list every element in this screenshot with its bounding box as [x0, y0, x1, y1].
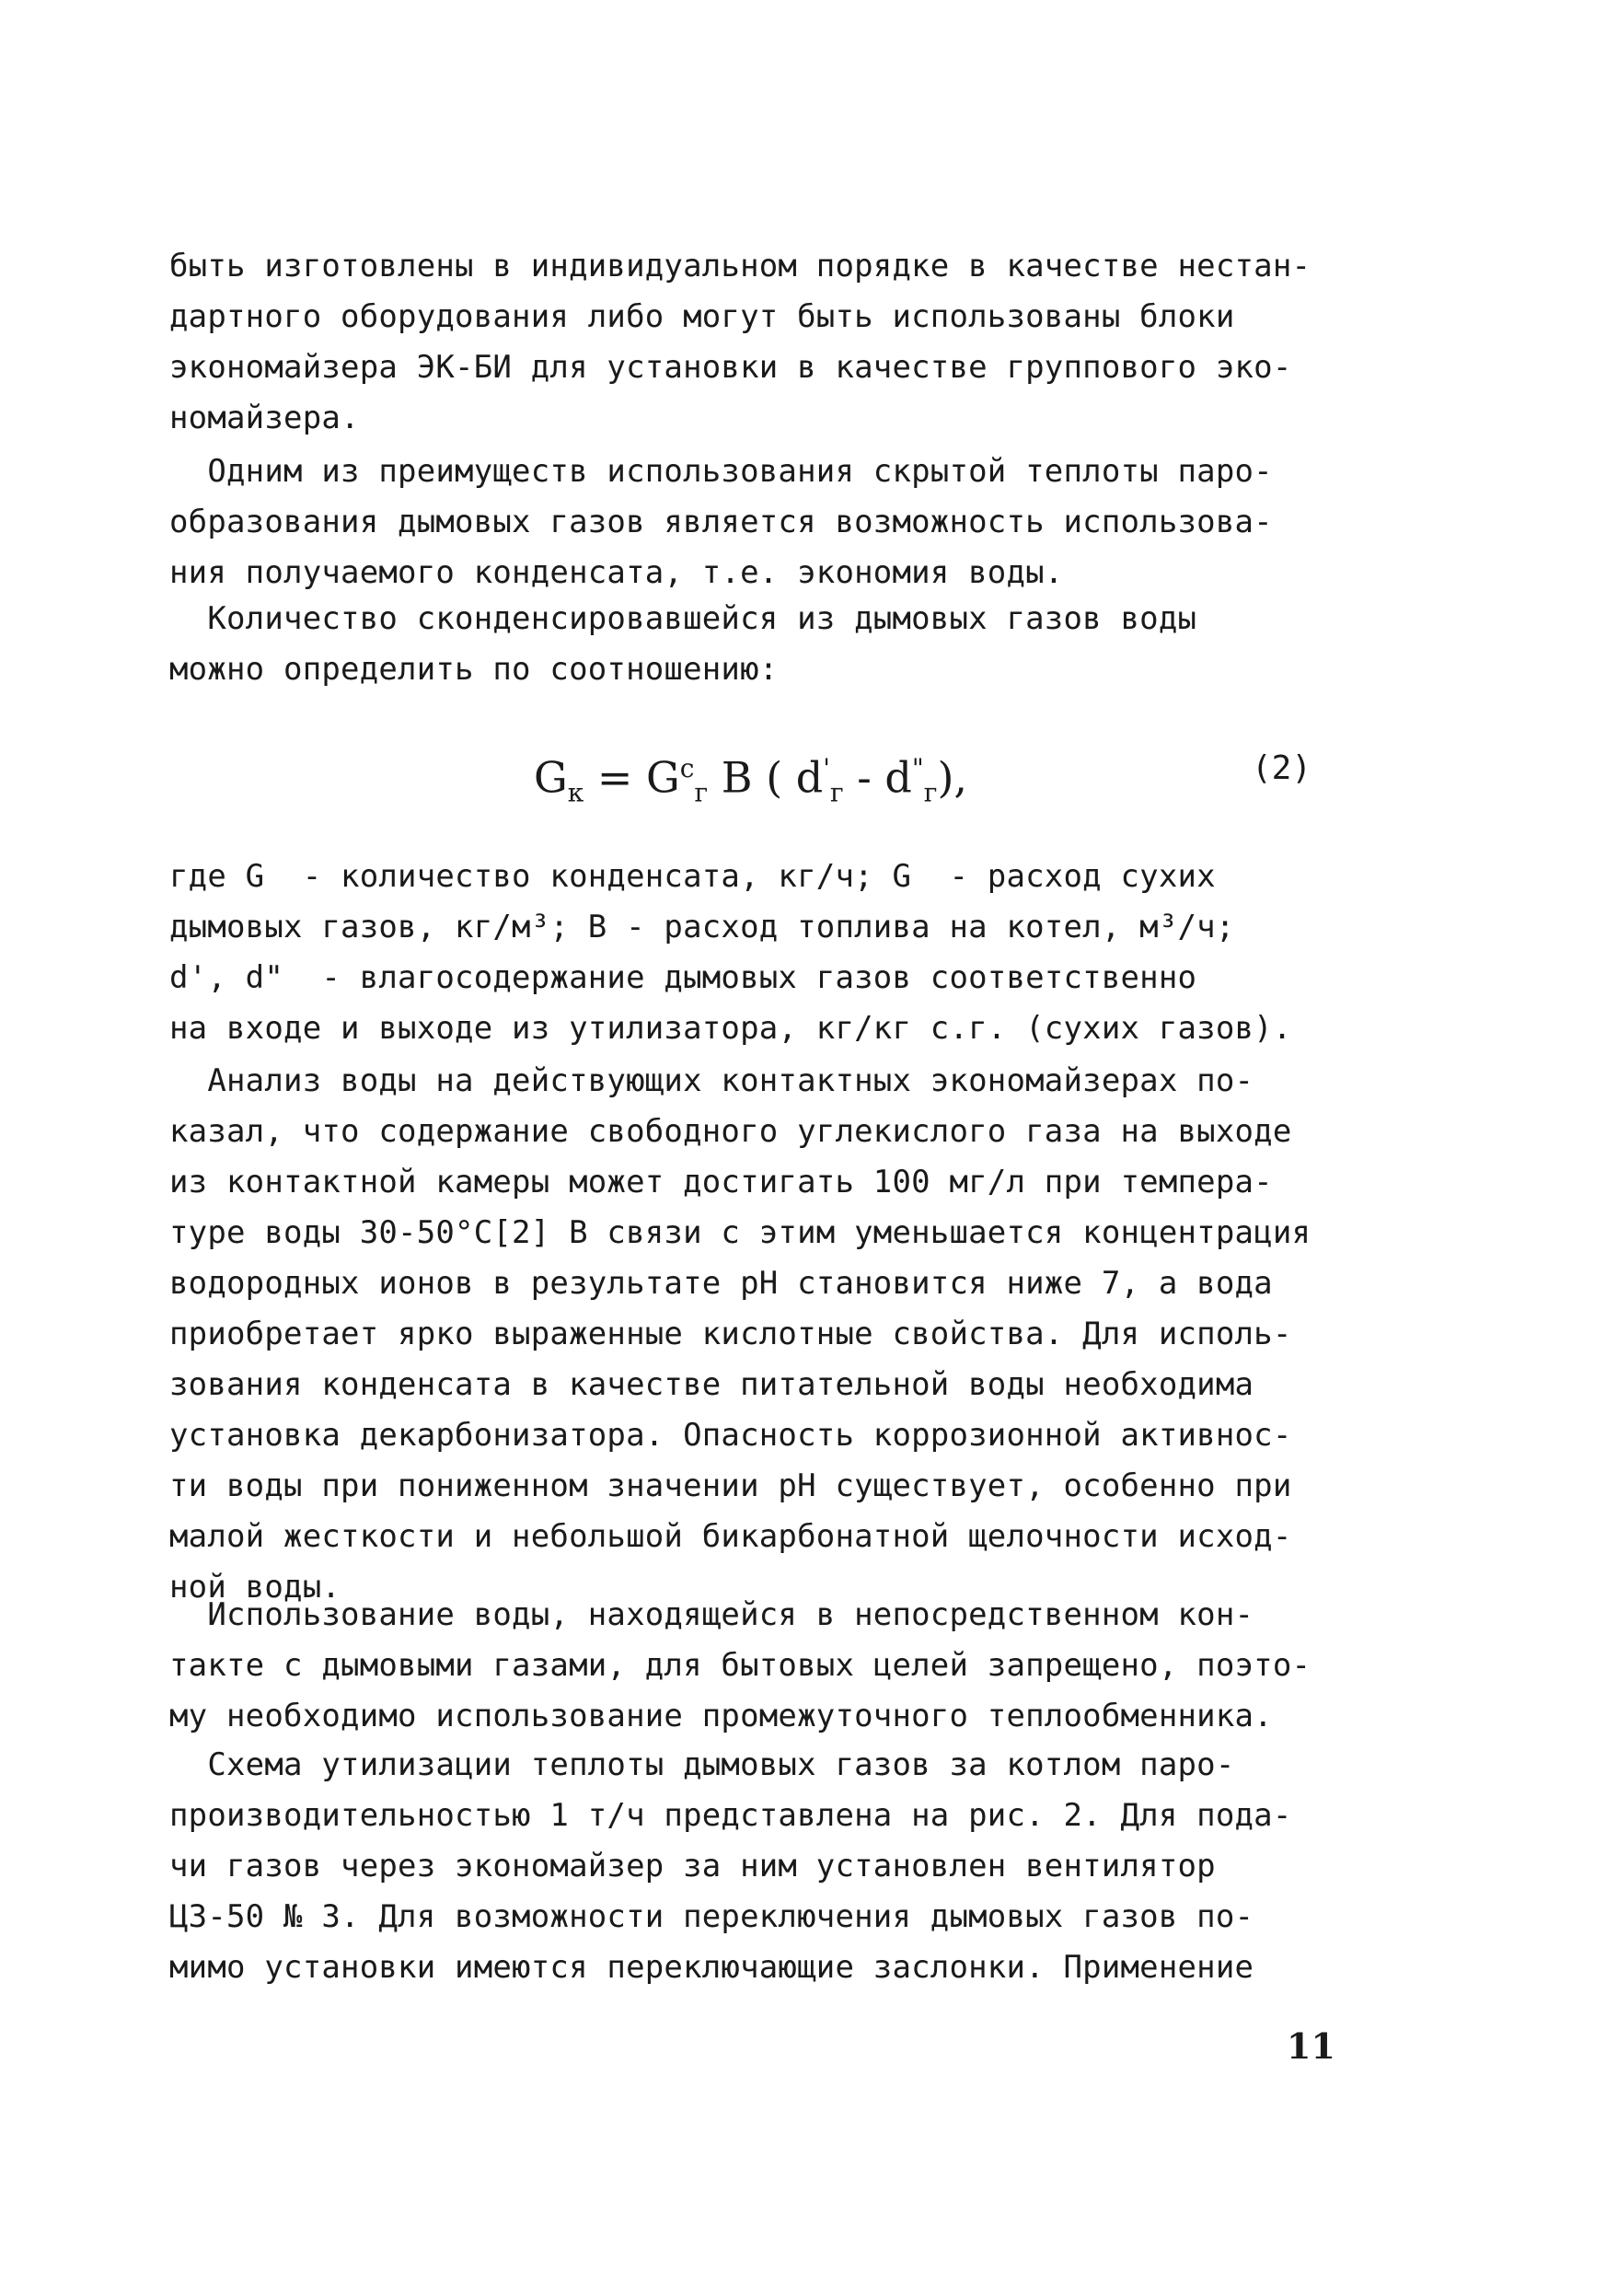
text-line: Количество сконденсировавшейся из дымовых газов воды	[169, 600, 1197, 637]
text-line: производительностью 1 т/ч представлена на рис. 2. Для пода-	[169, 1797, 1292, 1834]
text-line: му необходимо использование промежуточного теплообменника.	[169, 1698, 1273, 1734]
text-line: ти воды при пониженном значении pH существует, особенно при	[169, 1467, 1292, 1504]
text-line: дартного оборудования либо могут быть использованы блоки	[169, 298, 1235, 335]
text-line: туре воды 30-50°С[2] В связи с этим уменьшается концентрация	[169, 1214, 1311, 1251]
text-line: ЦЗ-50 № 3. Для возможности переключения дымовых газов по-	[169, 1898, 1254, 1935]
text-line: зования конденсата в качестве питательной воды необходима	[169, 1366, 1254, 1403]
text-line: такте с дымовыми газами, для бытовых целей запрещено, поэто-	[169, 1647, 1311, 1684]
formula-number: (2)	[1252, 749, 1312, 787]
text-line: Одним из преимуществ использования скрытой теплоты паро-	[169, 453, 1273, 490]
text-line: ной воды.	[169, 1569, 341, 1606]
text-line: казал, что содержание свободного углекислого газа на выходе	[169, 1113, 1292, 1150]
text-line: Анализ воды на действующих контактных экономайзерах по-	[169, 1062, 1254, 1099]
text-line: чи газов через экономайзер за ним установлен вентилятор	[169, 1848, 1216, 1884]
text-line: малой жесткости и небольшой бикарбонатной щелочности исход-	[169, 1518, 1292, 1555]
formula-expression: $G_к = G^с_г$ B ( $d'_г - d^"_г$),	[534, 752, 968, 808]
page-number: 11	[1287, 2025, 1335, 2067]
text-line: образования дымовых газов является возможность использова-	[169, 504, 1273, 540]
paragraph-1	[169, 241, 1366, 444]
text-line: Схема утилизации теплоты дымовых газов за котлом паро-	[169, 1746, 1235, 1783]
paragraph-3	[169, 594, 1366, 695]
text-line: дымовых газов, кг/м³; В - расход топлива на котел, м³/ч;	[169, 909, 1235, 945]
text-line: где G - количество конденсата, кг/ч; G - расход сухих	[169, 858, 1216, 895]
formula-2	[515, 727, 1344, 810]
text-line: номайзера.	[169, 400, 360, 436]
text-line: водородных ионов в результате pH становится ниже 7, а вода	[169, 1265, 1273, 1302]
text-line: приобретает ярко выраженные кислотные свойства. Для исполь-	[169, 1316, 1292, 1352]
paragraph-5	[169, 1056, 1366, 1613]
text-line: можно определить по соотношению:	[169, 651, 779, 688]
text-line: мимо установки имеются переключающие заслонки. Применение	[169, 1949, 1254, 1986]
text-line: ния получаемого конденсата, т.е. экономия воды.	[169, 554, 1064, 591]
text-line: d', d" - влагосодержание дымовых газов соответственно	[169, 959, 1197, 996]
text-line: экономайзера ЭК-БИ для установки в качестве группового эко-	[169, 349, 1292, 386]
text-line: быть изготовлены в индивидуальном порядке в качестве нестан-	[169, 248, 1311, 284]
text-line: Использование воды, находящейся в непосредственном кон-	[169, 1596, 1254, 1633]
text-line: установка декарбонизатора. Опасность коррозионной активнос-	[169, 1417, 1292, 1454]
text-line: из контактной камеры может достигать 100 мг/л при темпера-	[169, 1164, 1273, 1200]
text-line: на входе и выходе из утилизатора, кг/кг с.г. (сухих газов).	[169, 1010, 1292, 1047]
paragraph-6	[169, 1590, 1366, 1742]
paragraph-4	[169, 852, 1366, 1054]
paragraph-7	[169, 1740, 1366, 1993]
paragraph-2	[169, 446, 1366, 598]
